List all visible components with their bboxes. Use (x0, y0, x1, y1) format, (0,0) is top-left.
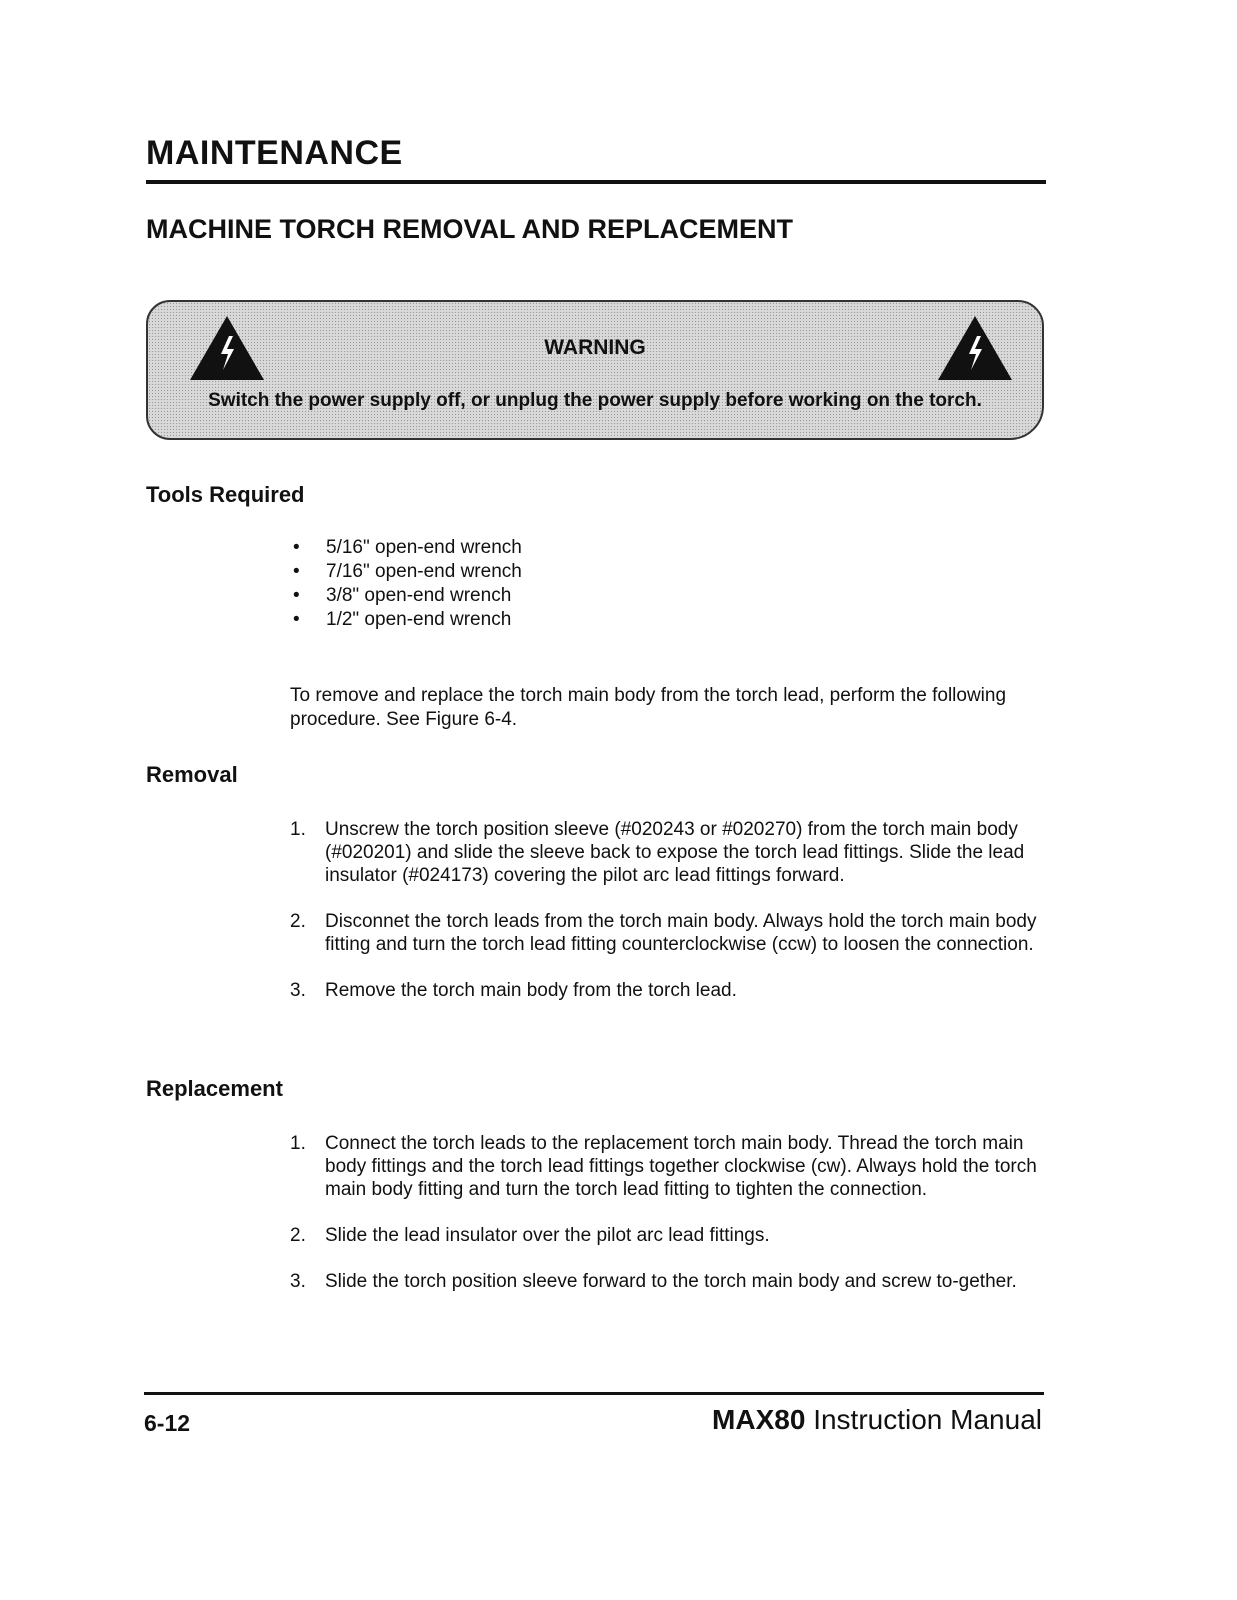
warning-box (146, 300, 1044, 440)
step-text: Slide the lead insulator over the pilot arc lead fittings. (325, 1225, 770, 1246)
step-text: Unscrew the torch position sleeve (#020243 or #020270) from the torch main body (#020201) and slide the sleeve back to expose the torch lead fittings. Slide the lead insulator (#024173) covering the pilot arc lead fittings forward. (325, 819, 1025, 886)
bullet-icon: • (293, 561, 300, 582)
list-item (290, 910, 1050, 956)
chapter-title: MAINTENANCE (146, 134, 403, 172)
tool-item-text: 7/16" open-end wrench (326, 561, 522, 582)
tools-list (290, 536, 522, 632)
step-number: 1. (290, 819, 306, 840)
list-item (290, 1270, 1050, 1293)
step-text: Disconnet the torch leads from the torch main body. Always hold the torch main body fitting and turn the torch lead fitting counterclockwise (ccw) to loosen the connection. (325, 911, 1037, 955)
manual-title-text: Instruction Manual (813, 1404, 1042, 1435)
manual-model: MAX80 (712, 1404, 806, 1435)
chapter-divider (146, 180, 1046, 184)
step-text: Connect the torch leads to the replacement torch main body. Thread the torch main body fittings and the torch lead fittings together clockwise (cw). Always hold the torch main body fitting and turn the torch lead fitting to tighten the connection. (325, 1133, 1037, 1200)
tool-item-text: 5/16" open-end wrench (326, 537, 522, 558)
intro-paragraph: To remove and replace the torch main body from the torch lead, perform the following procedure. See Figure 6-4. (290, 685, 1007, 730)
list-item (290, 1132, 1050, 1201)
list-item (290, 1224, 1050, 1247)
step-text: Remove the torch main body from the torch lead. (325, 980, 737, 1001)
bullet-icon: • (293, 585, 300, 606)
list-item (290, 818, 1050, 887)
replacement-heading: Replacement (146, 1076, 283, 1101)
warning-title: WARNING (544, 336, 646, 359)
step-number: 3. (290, 1271, 306, 1292)
tool-item-text: 1/2" open-end wrench (326, 609, 512, 630)
removal-steps (290, 818, 1050, 1025)
manual-title (712, 1404, 1042, 1436)
electrical-hazard-icon (936, 314, 1014, 382)
bullet-icon: • (293, 609, 300, 630)
list-item (290, 584, 522, 608)
list-item (290, 560, 522, 584)
list-item (290, 979, 1050, 1002)
list-item (290, 608, 522, 632)
footer-divider (144, 1392, 1044, 1395)
step-number: 2. (290, 1225, 306, 1246)
warning-text: Switch the power supply off, or unplug the power supply before working on the torch. (208, 390, 982, 411)
section-title: MACHINE TORCH REMOVAL AND REPLACEMENT (146, 214, 794, 244)
step-number: 3. (290, 980, 306, 1001)
replacement-steps (290, 1132, 1050, 1316)
list-item (290, 536, 522, 560)
page-number: 6-12 (144, 1410, 191, 1436)
tool-item-text: 3/8" open-end wrench (326, 585, 512, 606)
tools-required-heading: Tools Required (146, 482, 305, 507)
step-number: 1. (290, 1133, 306, 1154)
removal-heading: Removal (146, 762, 238, 787)
bullet-icon: • (293, 537, 300, 558)
step-number: 2. (290, 911, 306, 932)
step-text: Slide the torch position sleeve forward to the torch main body and screw to-gether. (325, 1271, 1017, 1292)
